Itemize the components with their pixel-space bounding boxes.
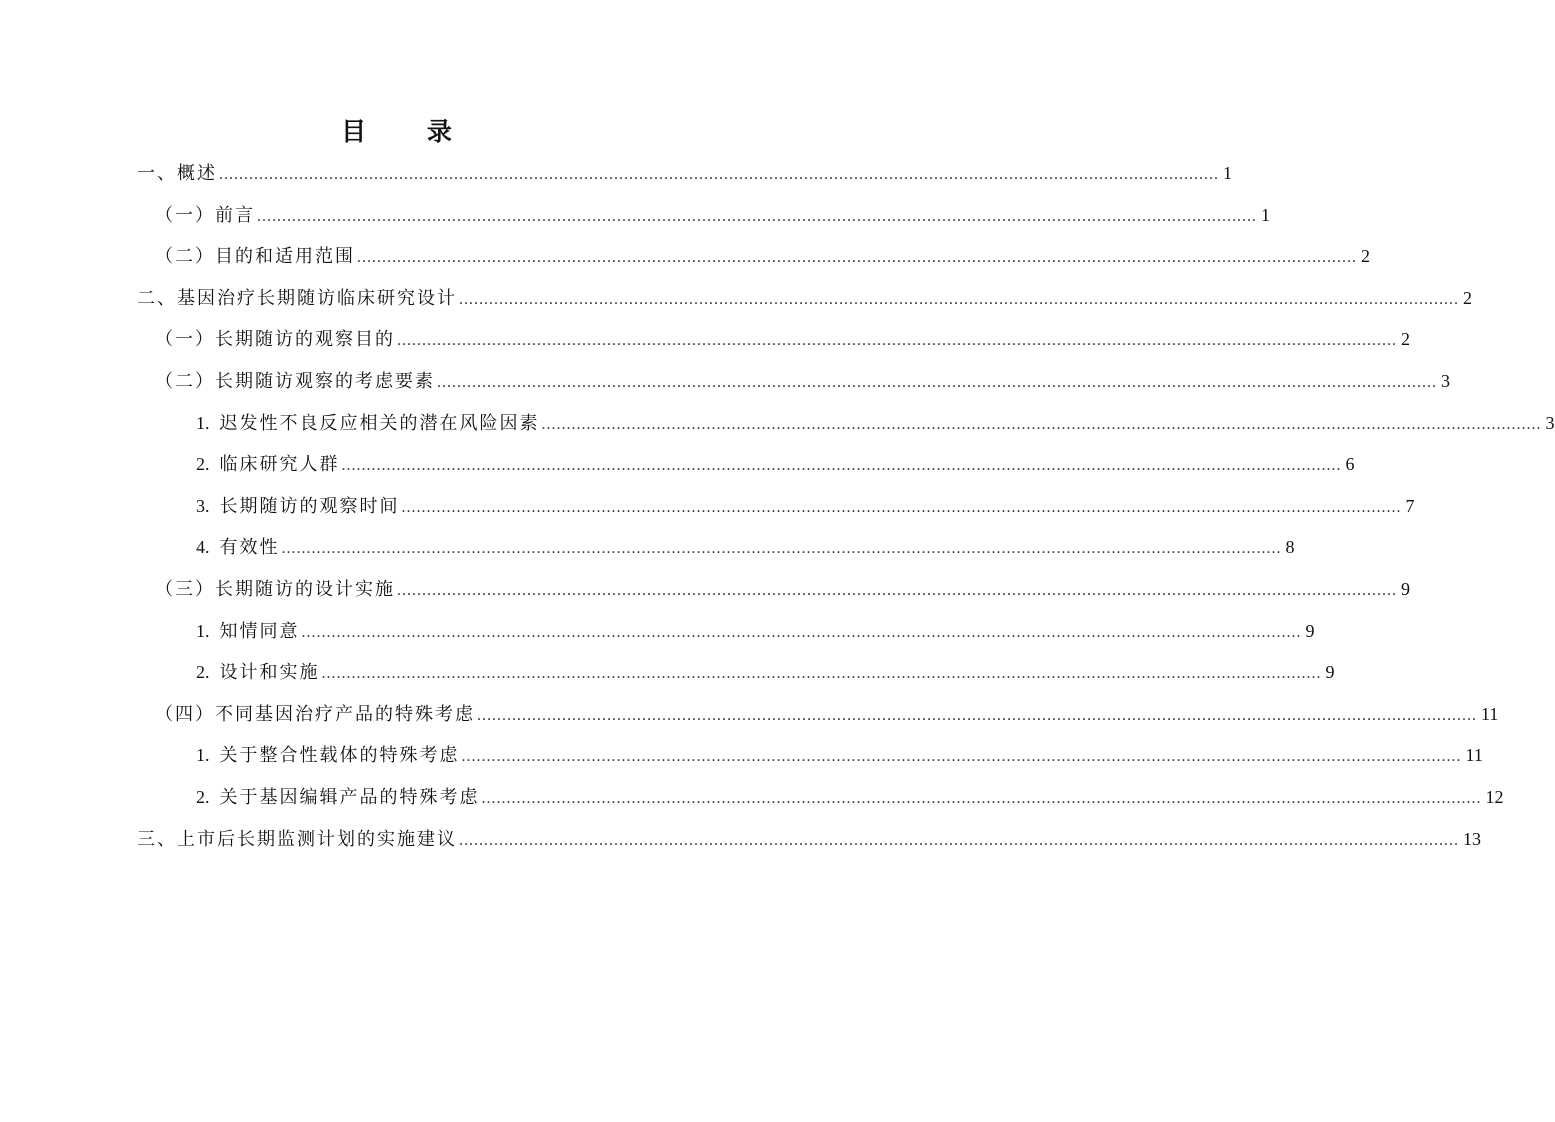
toc-entry-label: 设计和实施 <box>219 662 320 684</box>
toc-entry-label: （三）长期随访的设计实施 <box>155 579 395 600</box>
toc-page-number: 1 <box>1223 163 1232 183</box>
toc-entry-number: 2. <box>196 662 210 683</box>
toc-entry-text <box>155 325 395 355</box>
toc-entry-text <box>137 159 217 189</box>
toc-dot-leader: ........................................................................................................................................................................................................ <box>481 790 1482 807</box>
toc-entry-number: 1. <box>196 412 210 433</box>
toc-title: 目 录 <box>341 117 478 146</box>
toc-entry-text <box>137 284 457 314</box>
toc-entry-label: （一）长期随访的观察目的 <box>155 329 395 351</box>
toc-entry[interactable] <box>196 532 1295 562</box>
toc-page-number: 12 <box>1485 787 1504 807</box>
toc-dot-leader: ........................................................................................................................................................................................................ <box>541 415 1542 433</box>
toc-page-number: 7 <box>1405 495 1415 516</box>
toc-entry-number: 1. <box>196 745 210 766</box>
toc-page-number: 11 <box>1481 703 1499 724</box>
toc-entry-text <box>155 201 255 231</box>
toc-entry[interactable] <box>196 616 1315 646</box>
toc-entry-label: 迟发性不良反应相关的潜在风险因素 <box>219 412 540 434</box>
toc-entry-number: 4. <box>196 537 210 558</box>
toc-entry-text <box>155 242 355 272</box>
toc-entry-text <box>196 491 400 522</box>
toc-entry-label: 有效性 <box>219 537 280 559</box>
toc-dot-leader: ........................................................................................................................................................................................................ <box>461 748 1462 766</box>
toc-entry[interactable] <box>155 324 1410 354</box>
toc-entry-text <box>137 825 457 855</box>
toc-page-number: 9 <box>1305 620 1315 641</box>
toc-entry-label: 长期随访的观察时间 <box>219 495 400 517</box>
toc-entry-text <box>196 657 320 688</box>
toc-dot-leader: ........................................................................................................................................................................................................ <box>477 706 1477 724</box>
toc-page-number: 2 <box>1401 329 1410 350</box>
toc-dot-leader: ........................................................................................................................................................................................................ <box>321 665 1322 683</box>
toc-entry-label: （一）前言 <box>155 204 255 226</box>
toc-entry-text <box>196 782 480 813</box>
toc-entry-label: 一、概述 <box>137 163 217 184</box>
toc-entry[interactable] <box>196 740 1483 770</box>
toc-page-number: 2 <box>1463 287 1472 308</box>
toc-page-number: 3 <box>1545 412 1555 433</box>
toc-entry-text <box>196 532 280 563</box>
toc-entry-label: 二、基因治疗长期随访临床研究设计 <box>137 287 457 309</box>
toc-page-number: 2 <box>1361 246 1370 267</box>
toc-dot-leader: ........................................................................................................................................................................................................ <box>437 374 1437 391</box>
toc-dot-leader: ........................................................................................................................................................................................................ <box>281 540 1282 558</box>
toc-entry-text <box>196 408 540 439</box>
toc-entry-label: 三、上市后长期监测计划的实施建议 <box>137 828 457 850</box>
toc-dot-leader: ........................................................................................................................................................................................................ <box>341 457 1342 475</box>
toc-entry-number: 2. <box>196 787 210 807</box>
toc-dot-leader: ........................................................................................................................................................................................................ <box>397 582 1397 599</box>
toc-entry-text <box>196 740 460 771</box>
toc-entry-label: 临床研究人群 <box>219 454 340 476</box>
toc-entry[interactable] <box>155 574 1410 604</box>
toc-dot-leader: ........................................................................................................................................................................................................ <box>301 623 1302 641</box>
toc-entry-text <box>155 575 395 605</box>
toc-entry-number: 2. <box>196 454 210 475</box>
toc-entry-label: （二）长期随访观察的考虑要素 <box>155 371 435 392</box>
toc-page-number: 8 <box>1285 537 1295 558</box>
toc-entry[interactable] <box>155 200 1270 230</box>
toc-entry-label: 知情同意 <box>219 620 300 642</box>
toc-entry-text <box>155 700 475 730</box>
toc-dot-leader: ........................................................................................................................................................................................................ <box>357 249 1357 267</box>
toc-entry[interactable] <box>196 782 1504 812</box>
toc-entry[interactable] <box>155 699 1499 729</box>
toc-entry[interactable] <box>196 491 1415 521</box>
toc-page-number: 9 <box>1325 662 1335 683</box>
toc-entry[interactable] <box>155 366 1450 396</box>
toc-entry[interactable] <box>196 657 1335 687</box>
toc-dot-leader: ........................................................................................................................................................................................................ <box>459 290 1459 308</box>
toc-entry[interactable] <box>137 283 1472 313</box>
toc-entry-number: 3. <box>196 495 210 516</box>
toc-entry-label: （二）目的和适用范围 <box>155 246 355 268</box>
toc-entry-label: 关于整合性载体的特殊考虑 <box>219 745 460 767</box>
toc-entry-text <box>155 367 435 397</box>
toc-entry-label: （四）不同基因治疗产品的特殊考虑 <box>155 703 475 725</box>
toc-entry[interactable] <box>155 241 1370 271</box>
toc-dot-leader: ........................................................................................................................................................................................................ <box>397 332 1397 350</box>
toc-page-number: 9 <box>1401 579 1410 599</box>
toc-dot-leader: ........................................................................................................................................................................................................ <box>257 207 1257 225</box>
toc-page-number: 11 <box>1465 745 1483 766</box>
toc-entry-text <box>196 616 300 647</box>
toc-entry[interactable] <box>137 158 1232 188</box>
toc-dot-leader: ........................................................................................................................................................................................................ <box>219 166 1219 183</box>
toc-page-number: 1 <box>1261 204 1270 225</box>
toc-entry-text <box>196 449 340 480</box>
toc-page-number: 13 <box>1463 828 1481 849</box>
toc-dot-leader: ........................................................................................................................................................................................................ <box>459 831 1459 849</box>
toc-entry-number: 1. <box>196 620 210 641</box>
toc-entry[interactable] <box>137 824 1481 854</box>
toc-page-number: 6 <box>1345 454 1355 475</box>
toc-entry[interactable] <box>196 449 1355 479</box>
toc-dot-leader: ........................................................................................................................................................................................................ <box>401 498 1402 516</box>
toc-page-number: 3 <box>1441 371 1450 391</box>
toc-entry[interactable] <box>196 408 1555 438</box>
toc-entry-label: 关于基因编辑产品的特殊考虑 <box>219 787 480 808</box>
